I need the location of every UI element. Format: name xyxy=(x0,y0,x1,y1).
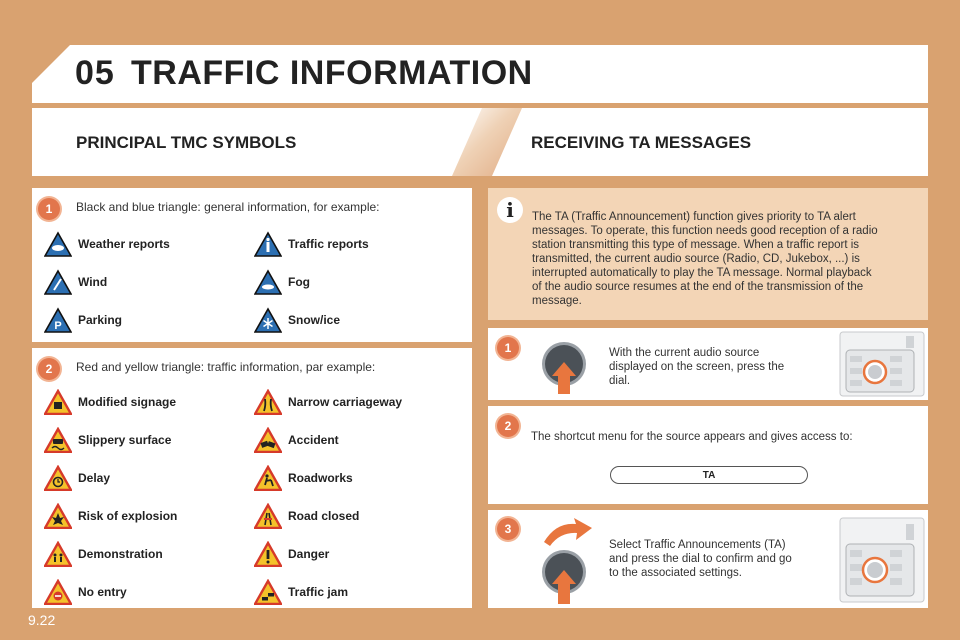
step-badge-2: 2 xyxy=(38,358,60,380)
info-line: of the audio source resumes at the end of the transmission of the xyxy=(532,281,864,293)
symbol-modified-signage xyxy=(44,388,176,416)
symbol-no-entry xyxy=(44,578,127,606)
symbol-label: Snow/ice xyxy=(288,313,341,327)
symbol-risk-of-explosion xyxy=(44,502,177,530)
symbol-narrow-carriageway xyxy=(254,388,402,416)
symbol-label: Road closed xyxy=(288,509,360,523)
demonstration-icon xyxy=(44,541,72,567)
decorative-stripe xyxy=(452,108,522,176)
accident-icon xyxy=(254,427,282,453)
step-2-text: The shortcut menu for the source appears and gives access to: xyxy=(531,431,853,443)
symbol-label: Traffic reports xyxy=(288,237,369,251)
info-line: station transmitting this type of message. When a traffic report is xyxy=(532,239,860,251)
step-2-panel xyxy=(488,406,928,504)
narrow-road-icon xyxy=(254,389,282,415)
symbol-label: Roadworks xyxy=(288,471,353,485)
symbol-roadworks xyxy=(254,464,353,492)
step-line: With the current audio source xyxy=(609,347,760,359)
step-line: Select Traffic Announcements (TA) xyxy=(609,539,786,551)
right-section-title: RECEIVING TA MESSAGES xyxy=(531,133,752,152)
radio-panel-illustration-2 xyxy=(838,516,926,604)
chapter-number: 05 xyxy=(75,54,115,92)
road-closed-icon xyxy=(254,503,282,529)
symbol-label: Parking xyxy=(78,313,123,327)
page-title: TRAFFIC INFORMATION xyxy=(131,54,533,92)
symbol-label: Slippery surface xyxy=(78,433,172,447)
symbol-wind xyxy=(44,268,107,296)
step-1-text xyxy=(609,346,784,388)
step-2-badge: 2 xyxy=(497,415,519,437)
left-section-title: PRINCIPAL TMC SYMBOLS xyxy=(76,133,297,152)
step-badge-1: 1 xyxy=(38,198,60,220)
page-number: 9.22 xyxy=(28,612,56,628)
symbol-label: Fog xyxy=(288,275,310,289)
wind-icon xyxy=(44,269,72,295)
dial-press-icon xyxy=(536,336,596,396)
symbol-label: Risk of explosion xyxy=(78,509,178,523)
exclamation-icon xyxy=(254,541,282,567)
symbol-danger xyxy=(254,540,329,568)
slippery-road-icon xyxy=(44,427,72,453)
step-line: dial. xyxy=(609,375,631,387)
symbol-fog xyxy=(254,268,310,296)
symbol-accident xyxy=(254,426,339,454)
info-line: interrupted automatically to play the TA message. Normal playback xyxy=(532,267,872,279)
step-3-badge: 3 xyxy=(497,518,519,540)
step-line: and press the dial to confirm and go xyxy=(609,553,792,565)
step-1-badge: 1 xyxy=(497,337,519,359)
symbol-label: Danger xyxy=(288,547,330,561)
radio-panel-illustration xyxy=(838,330,926,398)
red-intro-text: Red and yellow triangle: traffic information, par example: xyxy=(76,360,376,374)
symbol-label: Accident xyxy=(288,433,339,447)
modified-signage-icon xyxy=(44,389,72,415)
info-line: transmitted, the current audio source (Radio, CD, Jukebox, ...) is xyxy=(532,253,860,265)
info-line: messages. To operate, this function needs good reception of a radio xyxy=(532,225,878,237)
symbol-label: Traffic jam xyxy=(288,585,349,599)
ta-info-text xyxy=(532,210,878,308)
symbol-road-closed xyxy=(254,502,359,530)
symbol-label: No entry xyxy=(78,585,127,599)
symbol-traffic-jam xyxy=(254,578,348,606)
symbol-slippery-surface xyxy=(44,426,171,454)
step-3-text xyxy=(609,538,792,580)
weather-icon xyxy=(44,231,72,257)
clock-icon xyxy=(44,465,72,491)
info-line: The TA (Traffic Announcement) function gives priority to TA alert xyxy=(532,211,856,223)
info-icon xyxy=(254,231,282,257)
explosion-icon xyxy=(44,503,72,529)
parking-icon xyxy=(44,307,72,333)
info-line: message. xyxy=(532,295,582,307)
dial-rotate-press-icon xyxy=(536,518,600,604)
traffic-jam-icon xyxy=(254,579,282,605)
symbol-traffic-reports xyxy=(254,230,369,258)
symbol-weather-reports xyxy=(44,230,170,258)
symbol-label: Delay xyxy=(78,471,111,485)
symbol-delay xyxy=(44,464,110,492)
blue-intro-text: Black and blue triangle: general information, for example: xyxy=(76,200,380,214)
no-entry-icon xyxy=(44,579,72,605)
symbol-label: Modified signage xyxy=(78,395,177,409)
svg-text:P: P xyxy=(54,320,62,332)
symbol-demonstration xyxy=(44,540,163,568)
ta-menu-item[interactable]: TA xyxy=(610,466,808,484)
symbol-parking xyxy=(44,306,122,334)
information-icon: i xyxy=(497,197,523,223)
symbol-snow-ice xyxy=(254,306,340,334)
symbol-label: Wind xyxy=(78,275,108,289)
symbol-label: Narrow carriageway xyxy=(288,395,403,409)
symbol-label: Demonstration xyxy=(78,547,163,561)
symbol-label: Weather reports xyxy=(78,237,170,251)
snowflake-icon xyxy=(254,307,282,333)
step-line: to the associated settings. xyxy=(609,567,742,579)
step-line: displayed on the screen, press the xyxy=(609,361,785,373)
fog-icon xyxy=(254,269,282,295)
roadworks-icon xyxy=(254,465,282,491)
